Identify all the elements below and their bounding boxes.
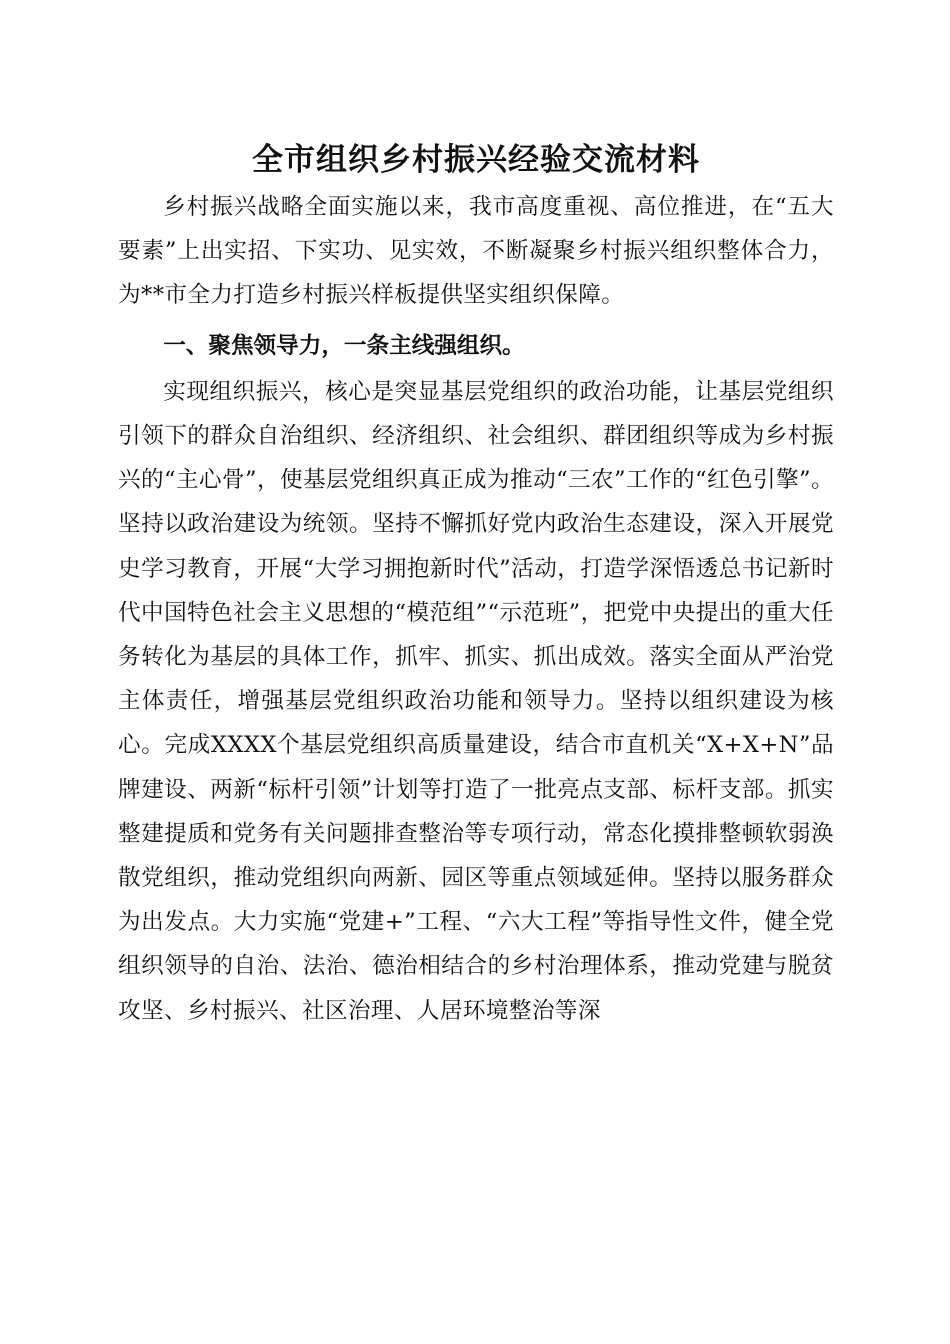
document-page [118,137,834,1033]
section-1-heading: 一、聚焦领导力，一条主线强组织。 [163,332,525,359]
section-1-body: 实现组织振兴，核心是突显基层党组织的政治功能，让基层党组织引领下的群众自治组织、经济组织、社会组织、群团组织等成为乡村振兴的“主心骨”，使基层党组织真正成为推动“三农”工作的“红色引擎”。坚持以政治建设为统领。坚持不懈抓好党内政治生态建设，深入开展党史学习教育，开展“大学习拥抱新时代”活动，打造学深悟透总书记新时代中国特色社会主义思想的“模范组”“示范班”，把党中央提出的重大任务转化为基层的具体工作，抓牢、抓实、抓出成效。落实全面从严治党主体责任，增强基层党组织政治功能和领导力。坚持以组织建设为核心。完成XXXX个基层党组织高质量建设，结合市直机关“X+X+N”品牌建设、两新“标杆引领”计划等打造了一批亮点支部、标杆支部。抓实整建提质和党务有关问题排查整治等专项行动，常态化摸排整顿软弱涣散党组织，推动党组织向两新、园区等重点领域延伸。坚持以服务群众为出发点。大力实施“党建+”工程、“六大工程”等指导性文件，健全党组织领导的自治、法治、德治相结合的乡村治理体系，推动党建与脱贫攻坚、乡村振兴、社区治理、人居环境整治等深 [118,378,834,1024]
intro-paragraph: 乡村振兴战略全面实施以来，我市高度重视、高位推进，在“五大要素”上出实招、下实功、见实效，不断凝聚乡村振兴组织整体合力，为**市全力打造乡村振兴样板提供坚实组织保障。 [118,194,834,309]
document-title: 全市组织乡村振兴经验交流材料 [252,142,700,178]
